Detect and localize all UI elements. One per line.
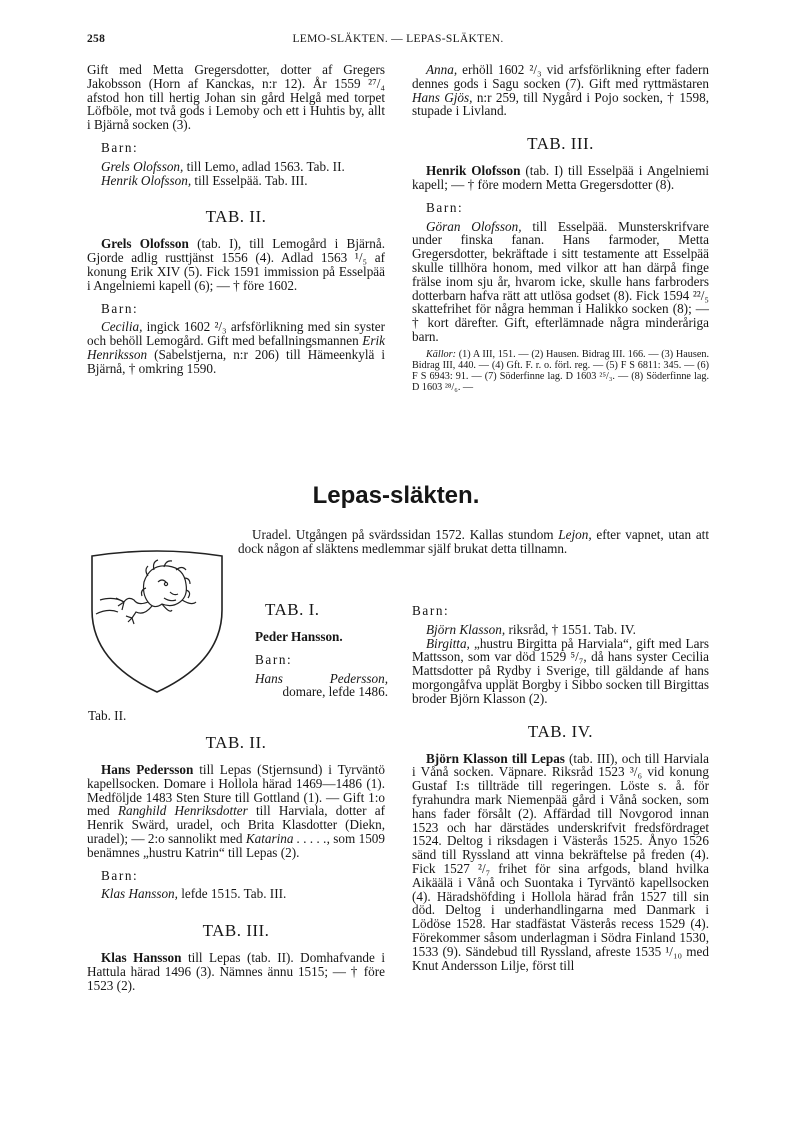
hans-paragraph: Hans Pedersson till Lepas (Stjernsund) i Tyrväntö kapellsocken. Domare i Hollola härad 1469—1486 (1). Medföljde 1483 Sten Sture till Gottland (1). — Gift 1:o med Ranghild Henriksdotter till Harviala, dotter af Henrik Swärd, uradel, och Brita Klasdotter (Diekn, uradel); — 2:o sannolikt med Katarina . . . . ., som 1509 benämnes „hustru Katrin“ till Lepas (2). <box>87 762 385 860</box>
grels-paragraph: Grels Olofsson (tab. I), till Lemogård i Bjärnå. Gjorde adlig rusttjänst 1556 (4). Adlad 1563 ¹/₅ af konung Erik XIV (5). Fick 1591 immission på Esselpää i Angelniemi kapell (6); — † före 1602. <box>87 236 385 293</box>
barn-label: Barn: <box>412 603 450 618</box>
right-column-bottom <box>412 604 709 972</box>
tab-heading: TAB. I. <box>265 600 320 619</box>
barn-label: Barn: <box>101 300 139 316</box>
child-entry: Björn Klasson, riksråd, † 1551. Tab. IV. <box>426 621 636 637</box>
tab-heading: TAB. II. <box>205 207 267 227</box>
intro-paragraph: Uradel. Utgången på svärdssidan 1572. Kallas stundom Lejon, efter vapnet, utan att dock någon af släktens medlemmar själf brukat detta tillnamn. <box>238 527 709 556</box>
lepas-intro <box>238 528 709 556</box>
running-title: LEMO-SLÄKTEN. — LEPAS-SLÄKTEN. <box>292 33 504 45</box>
left-column-bottom <box>87 733 385 993</box>
shield-caption: Tab. II. <box>88 708 127 723</box>
tab-heading: TAB. IV. <box>527 721 594 741</box>
tab-heading: TAB. III. <box>527 134 594 154</box>
metta-paragraph: Gift med Metta Gregersdotter, dotter af Gregers Jakobsson (Horn af Kanckas, n:r 12). År 1559 ²⁷/₄ afstod hon till hertig Johan sin gård Helgå med torpet Löfböle, mot två gods i Lemoby och ett i Huhtis by, allt i Bjärnå socken (3). <box>87 62 385 133</box>
birgitta-paragraph: Birgitta, „hustru Birgitta på Harviala“, gift med Lars Mattsson, som var död 1529 ⁵/₇, då hans syster Cecilia Mattsdotter på Rydby i Sverige, till gäldande af hans morgongåfva upplät Borgby i Sibbo socken till Birgittas broder Björn Klasson (2). <box>412 635 709 706</box>
sources-note: Källor: (1) A III, 151. — (2) Hausen. Bidrag III. 166. — (3) Hausen. Bidrag III, 440. — (4) Gft. F. r. o. förl. reg. — (5) F S 6811: 345. — (6) F S 6943: 91. — (7) Söderfinne lag. D 1603 ²⁵/₃. — (8) Söderfinne lag. D 1603 ²⁸/₆. — <box>412 348 709 394</box>
klas-paragraph: Klas Hansson till Lepas (tab. II). Domhafvande i Hattula härad 1496 (3). Nämnes ännu 1515; — † före 1523 (2). <box>87 950 385 993</box>
barn-label: Barn: <box>101 139 139 155</box>
left-column-top <box>87 63 385 376</box>
henrik-paragraph: Henrik Olofsson (tab. I) till Esselpää i Angelniemi kapell; — † före modern Metta Gregersdotter (8). <box>412 163 709 192</box>
goran-paragraph: Göran Olofsson, till Esselpää. Munsterskrifvare under finska fanan. Hans farmoder, Metta Gregersdotter, bekräftade i sitt testamente att Esselpää skulle tillhöra honom, med vilkor att han därpå finge frälse inom sju år, hvarom icke, skulle hans farbroders dotterbarn hafva rätt att utlösa godset (8). Fick 1594 ²²/₅ skattefrihet för några hemman i Halikko socken (8); — † kort därefter. Gift, efterlämnade några minderåriga barn. <box>412 218 709 344</box>
bjorn-paragraph: Björn Klasson till Lepas (tab. III), och till Harviala i Vånå socken. Väpnare. Riksråd 1523 ³/₆ vid konung Gustaf I:s tillträde till regeringen. Löste s. å. för fyrahundra mark Niemenpää gård i Vånå socken, som hans fader försålt (2). Affärdad till Novgorod innan 1523 och har därstädes underskrifvit fredsfördraget 1524. Deltog i riksdagen i Västerås 1525. Ånyo 1526 sänd till Ryssland att vinna bekräftelse på freden (4). Fick 1527 ²/₇ frihet för sina arfgods, bland hvilka Aikäälä i Vånå och Suontaka i Tyrväntö kapellsocken (4). Häradshöfding i Hollola härad från 1527 till sin död. Deltog i underhandlingarna med Danmark i Lödöse 1528. Har stadfästat Västerås recess 1529 (4). Förekommer såsom underlagman i Södra Finland 1530, 1533 (9). Sändebud till Ryssland, afreste 1535 ¹/₁₀ med Knut Andersson Lilje, först till <box>412 750 709 973</box>
page-number: 258 <box>87 33 106 45</box>
child-entry: Henrik Olofsson, till Esselpää. Tab. III. <box>101 172 308 188</box>
child-entry: Grels Olofsson, till Lemo, adlad 1563. Tab. II. <box>101 158 345 174</box>
tab1-column <box>255 600 388 699</box>
barn-label: Barn: <box>101 867 139 883</box>
hans-pedersson-entry: Hans Pedersson, <box>255 670 388 686</box>
barn-label: Barn: <box>255 651 293 667</box>
anna-paragraph: Anna, erhöll 1602 ²/₃ vid arfsförlikning efter fadern dennes gods i Sagu socken (7). Gift med ryttmästaren Hans Gjös, n:r 259, till Nygård i Pojo socken, † 1598, stupade i Livland. <box>412 62 709 119</box>
tab-heading: TAB. III. <box>202 921 270 941</box>
barn-label: Barn: <box>426 199 464 215</box>
peder-name: Peder Hansson. <box>255 629 343 644</box>
section-title: Lepas-släkten. <box>312 482 480 509</box>
coat-of-arms-lion-icon <box>88 540 226 698</box>
right-column-top <box>412 63 709 394</box>
child-entry: Klas Hansson, lefde 1515. Tab. III. <box>101 886 287 902</box>
hans-pedersson-note: domare, lefde 1486. <box>282 684 388 700</box>
tab-heading: TAB. II. <box>205 733 267 752</box>
running-header <box>87 33 709 49</box>
cecilia-paragraph: Cecilia, ingick 1602 ²/₃ arfsförlikning med sin syster och behöll Lemogård. Gift med befallningsmannen Erik Henriksson (Sabelstjerna, n:r 206) till Hämeenkylä i Bjärnå, † omkring 1590. <box>87 319 385 376</box>
